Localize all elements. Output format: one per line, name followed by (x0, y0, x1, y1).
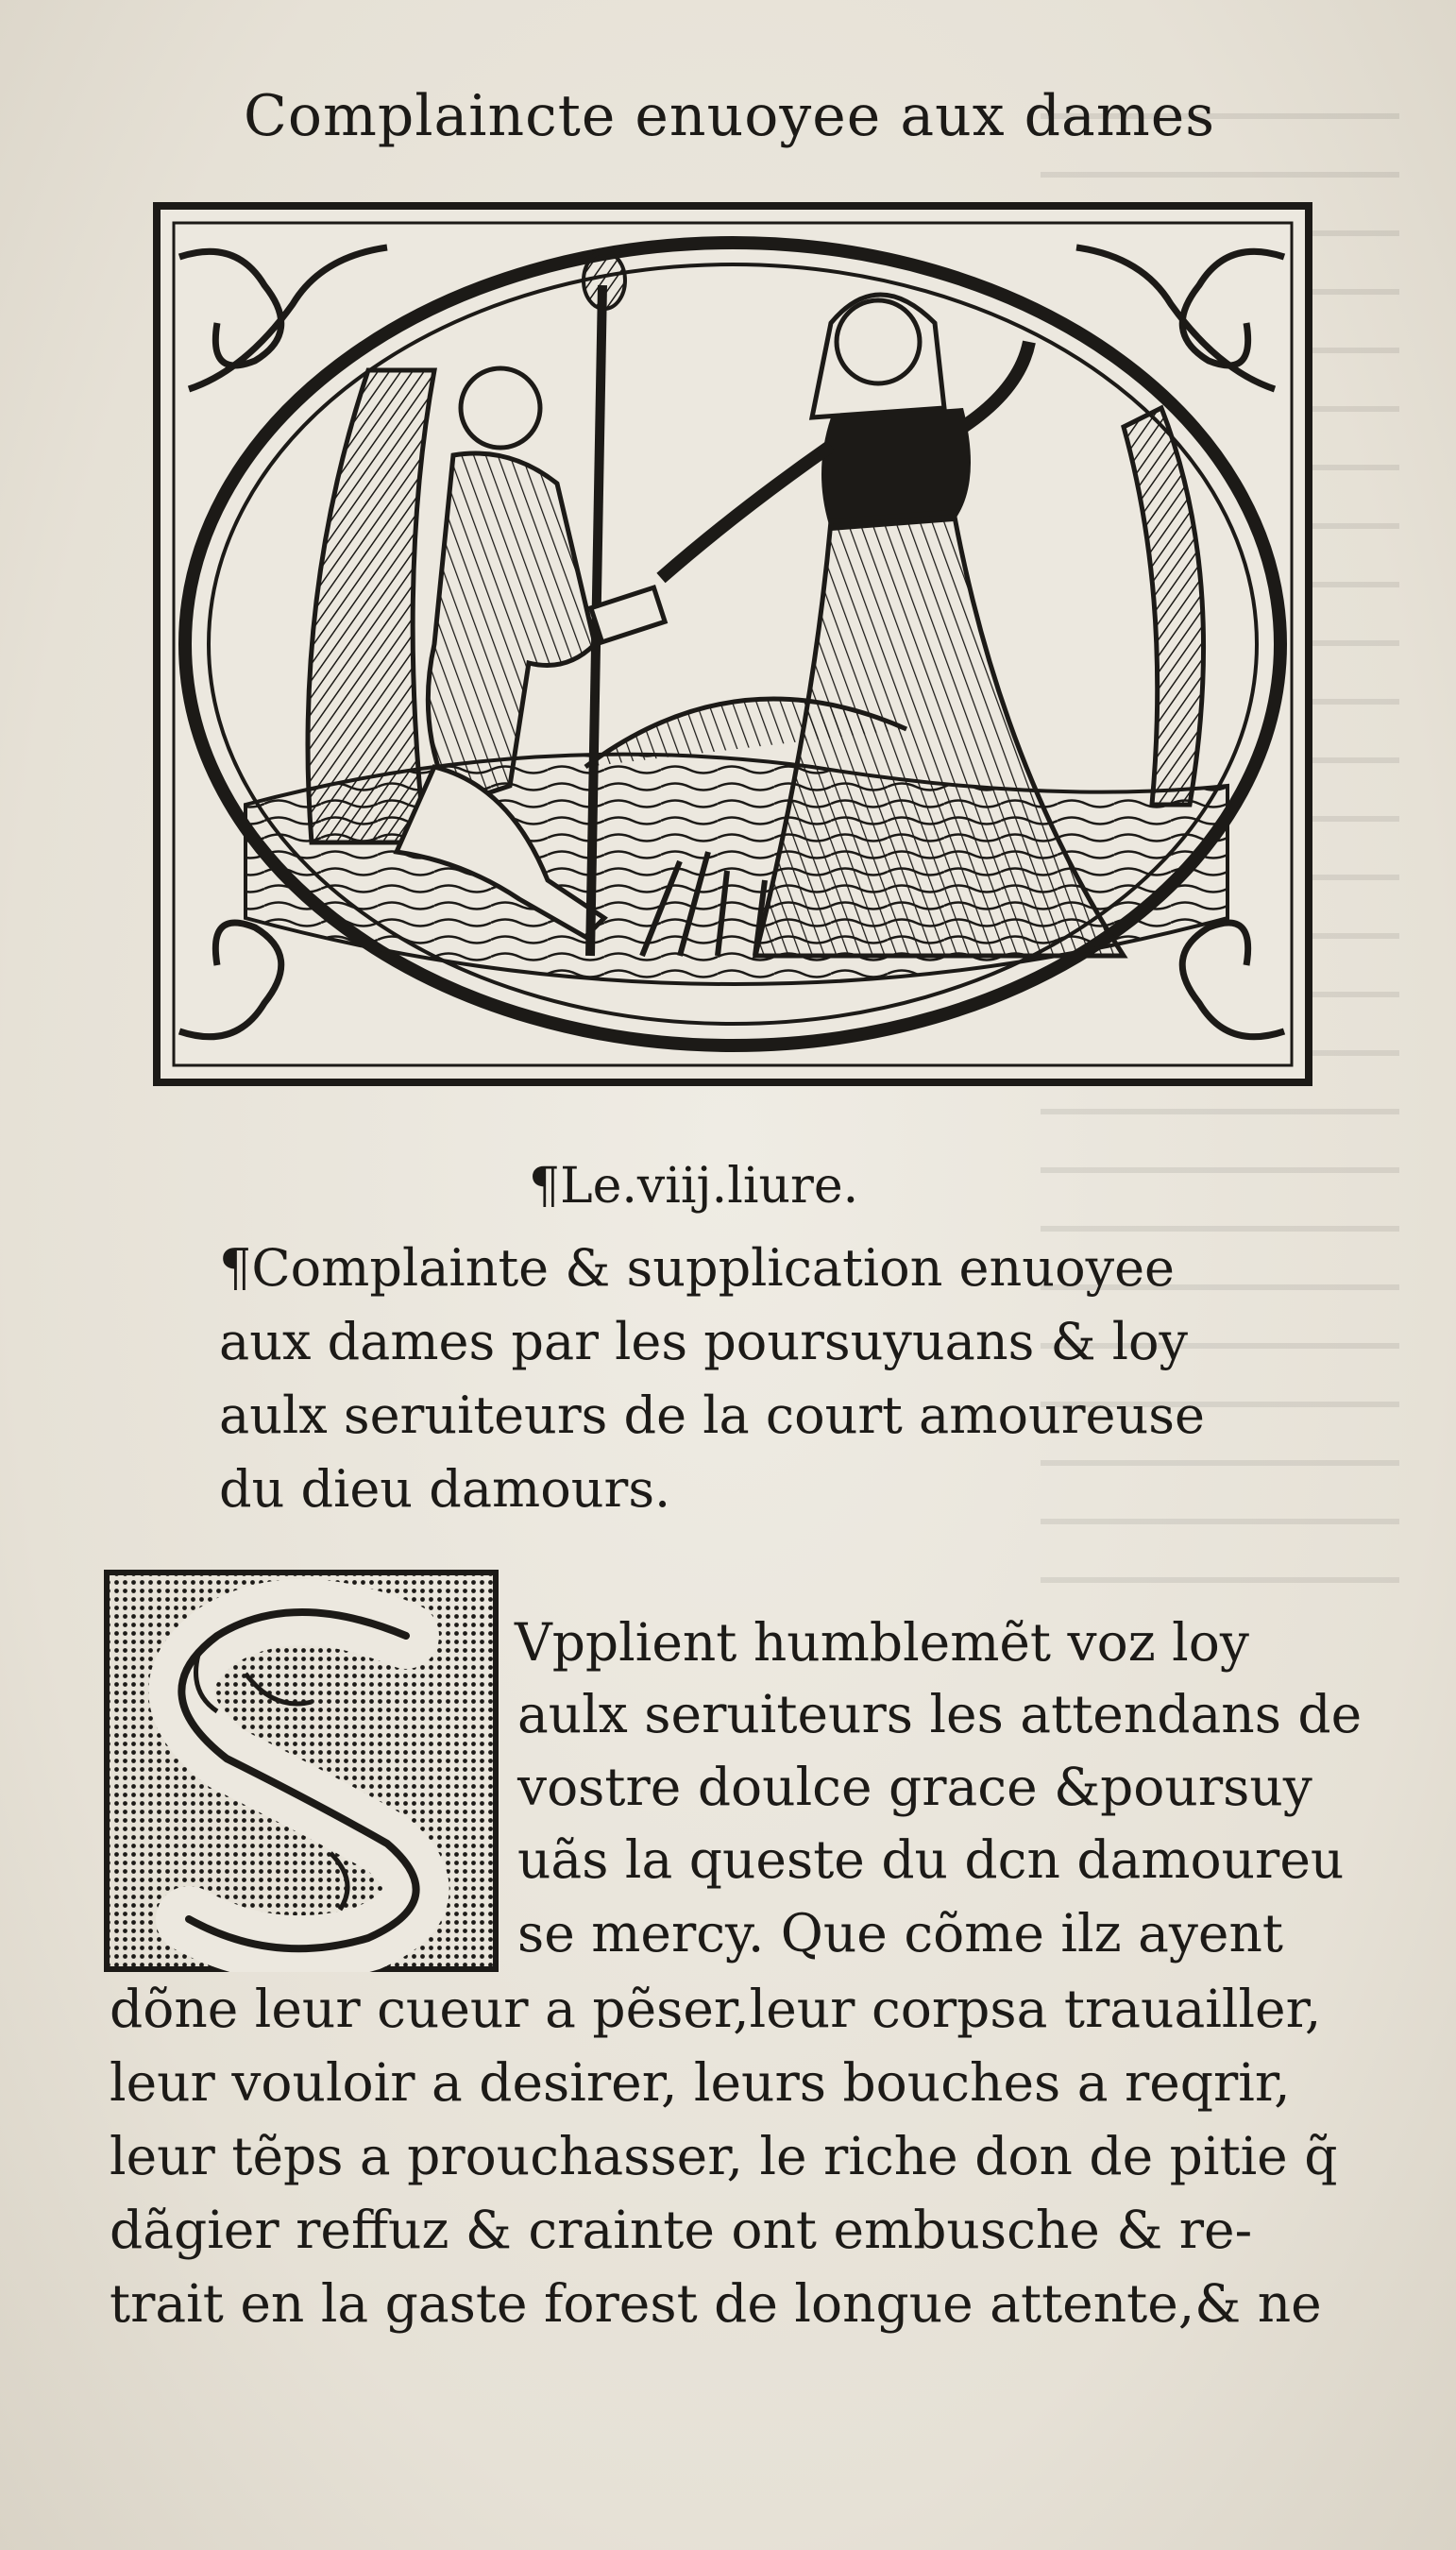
section-heading (219, 1232, 1314, 1526)
body-line: leur vouloir a desirer, leurs bouches a reqrir, (110, 2052, 1291, 2113)
heading-line: ¶Complainte & supplication enuoyee (219, 1238, 1175, 1298)
body-line: aulx seruiteurs les attendans de (517, 1684, 1363, 1744)
body-line: trait en la gaste forest de longue attente,& ne (110, 2273, 1322, 2334)
body-line: leur tẽps a prouchasser, le riche don de pitie q̃ (110, 2126, 1338, 2186)
heading-line: du dieu damours. (219, 1459, 671, 1519)
body-line: vostre doulce grace &poursuy (517, 1757, 1312, 1817)
woodcut-illustration (151, 200, 1314, 1090)
body-line: dõne leur cueur a pẽser,leur corpsa trauailler, (110, 1979, 1322, 2039)
book-title: ¶Le.viij.liure. (529, 1158, 859, 1215)
heading-line: aulx seruiteurs de la court amoureuse (219, 1386, 1205, 1445)
decorated-initial-s (104, 1570, 499, 1972)
running-head: Complaincte enuoyee aux dames (244, 83, 1216, 149)
body-line: dãgier reffuz & crainte ont embusche & re- (110, 2200, 1253, 2260)
heading-line: aux dames par les poursuyuans & loy (219, 1312, 1189, 1371)
body-line: se mercy. Que cõme ilz ayent (517, 1903, 1284, 1964)
body-line: uãs la queste du dcn damoureu (517, 1829, 1345, 1890)
body-line: Vpplient humblemẽt voz loy (515, 1612, 1249, 1673)
